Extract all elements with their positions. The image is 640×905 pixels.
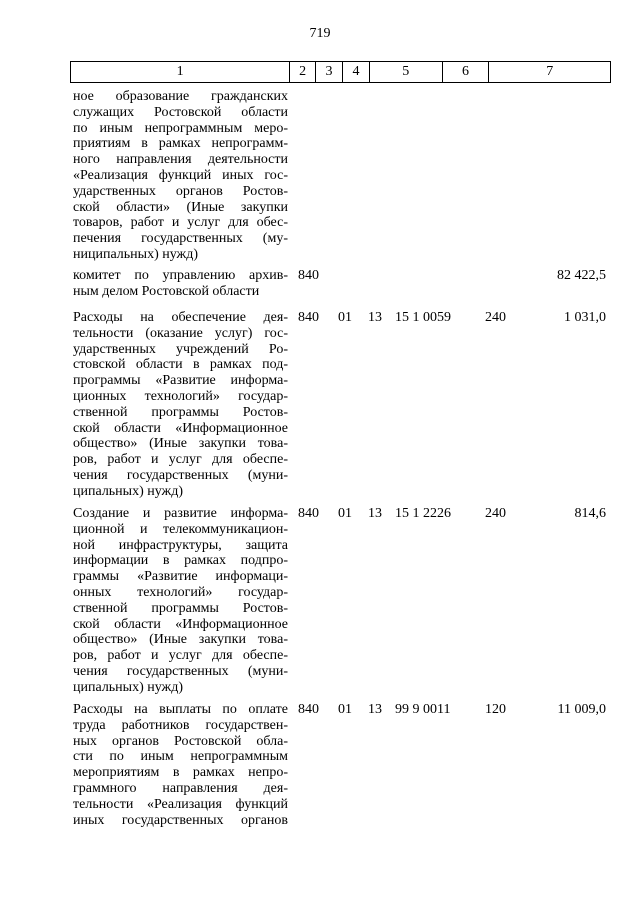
description-line: ственной программы Ростов- (73, 404, 288, 420)
cell-section: 01 (338, 506, 352, 521)
description-line: ниципальных) нужд) (73, 246, 198, 262)
description-line: граммы «Развитие информаци- (73, 569, 288, 585)
cell-subsection: 13 (368, 506, 382, 521)
description-line: чения государственных (муни- (73, 663, 288, 679)
description-line: общество» (Иные закупки това- (73, 632, 288, 648)
description-line: труда работников государствен- (73, 717, 288, 733)
table-header (70, 61, 611, 83)
description-line: иных государственных органов (73, 812, 288, 828)
description-line: Расходы на выплаты по оплате (73, 702, 288, 717)
description-line: ударственных органов Ростов- (73, 183, 288, 199)
description-line: ционной и телекоммуникацион- (73, 521, 288, 537)
cell-grbs: 840 (298, 506, 319, 521)
cell-target-article: 15 1 0059 (395, 310, 451, 325)
cell-sum: 82 422,5 (557, 268, 606, 283)
row-description (73, 268, 288, 300)
description-line: ционных технологий» государ- (73, 388, 288, 404)
row-description (73, 310, 288, 500)
cell-expense-type: 120 (485, 702, 506, 717)
cell-sum: 814,6 (574, 506, 606, 521)
description-line: программы «Развитие информа- (73, 373, 288, 389)
description-line: приятиям в рамках непрограмм- (73, 136, 288, 152)
description-line: сти по иным непрограммным (73, 749, 288, 765)
description-line: тельности (оказание услуг) гос- (73, 325, 288, 341)
description-line: товаров, работ и услуг для обес- (73, 215, 288, 231)
header-col-1: 1 (71, 62, 290, 82)
description-line: ным делом Ростовской области (73, 283, 260, 299)
header-col-2: 2 (290, 62, 316, 82)
description-line: Расходы на обеспечение дея- (73, 310, 288, 325)
header-col-3: 3 (316, 62, 343, 82)
page-number: 719 (309, 26, 331, 41)
description-line: ципальных) нужд) (73, 679, 184, 695)
cell-section: 01 (338, 310, 352, 325)
cell-target-article: 15 1 2226 (395, 506, 451, 521)
description-line: ской области» (Иные закупки (73, 199, 288, 215)
description-line: стовской области в рамках под- (73, 357, 288, 373)
cell-expense-type: 240 (485, 310, 506, 325)
header-col-6: 6 (443, 62, 490, 82)
cell-sum: 1 031,0 (564, 310, 606, 325)
description-line: чения государственных (муни- (73, 467, 288, 483)
cell-sum: 11 009,0 (557, 702, 606, 717)
cell-grbs: 840 (298, 702, 319, 717)
description-line: ной инфраструктуры, защита (73, 537, 288, 553)
row-description (73, 506, 288, 696)
header-col-4: 4 (343, 62, 370, 82)
header-col-5: 5 (370, 62, 443, 82)
description-line: по иным непрограммным меро- (73, 120, 288, 136)
description-line: Создание и развитие информа- (73, 506, 288, 521)
row-description (73, 89, 288, 263)
cell-target-article: 99 9 0011 (395, 702, 451, 717)
cell-section: 01 (338, 702, 352, 717)
description-line: печения государственных (му- (73, 231, 288, 247)
description-line: общество» (Иные закупки това- (73, 436, 288, 452)
row-description (73, 702, 288, 828)
description-line: ственной программы Ростов- (73, 600, 288, 616)
cell-grbs: 840 (298, 310, 319, 325)
header-col-7: 7 (546, 64, 554, 79)
description-line: ров, работ и услуг для обеспе- (73, 648, 288, 664)
description-line: ров, работ и услуг для обеспе- (73, 452, 288, 468)
cell-subsection: 13 (368, 310, 382, 325)
cell-grbs: 840 (298, 268, 319, 283)
description-line: онных технологий» государ- (73, 584, 288, 600)
description-line: «Реализация функций иных гос- (73, 167, 288, 183)
description-line: граммного направления дея- (73, 780, 288, 796)
description-line: комитет по управлению архив- (73, 268, 288, 283)
description-line: тельности «Реализация функций (73, 796, 288, 812)
description-line: ударственных учреждений Ро- (73, 341, 288, 357)
description-line: ное образование гражданских (73, 89, 288, 104)
cell-subsection: 13 (368, 702, 382, 717)
cell-expense-type: 240 (485, 506, 506, 521)
description-line: ципальных) нужд) (73, 483, 184, 499)
description-line: ного направления деятельности (73, 152, 288, 168)
description-line: ных органов Ростовской обла- (73, 733, 288, 749)
description-line: служащих Ростовской области (73, 104, 288, 120)
description-line: ской области «Информационное (73, 616, 288, 632)
description-line: ской области «Информационное (73, 420, 288, 436)
description-line: мероприятиям в рамках непро- (73, 765, 288, 781)
description-line: информации в рамках подпро- (73, 553, 288, 569)
